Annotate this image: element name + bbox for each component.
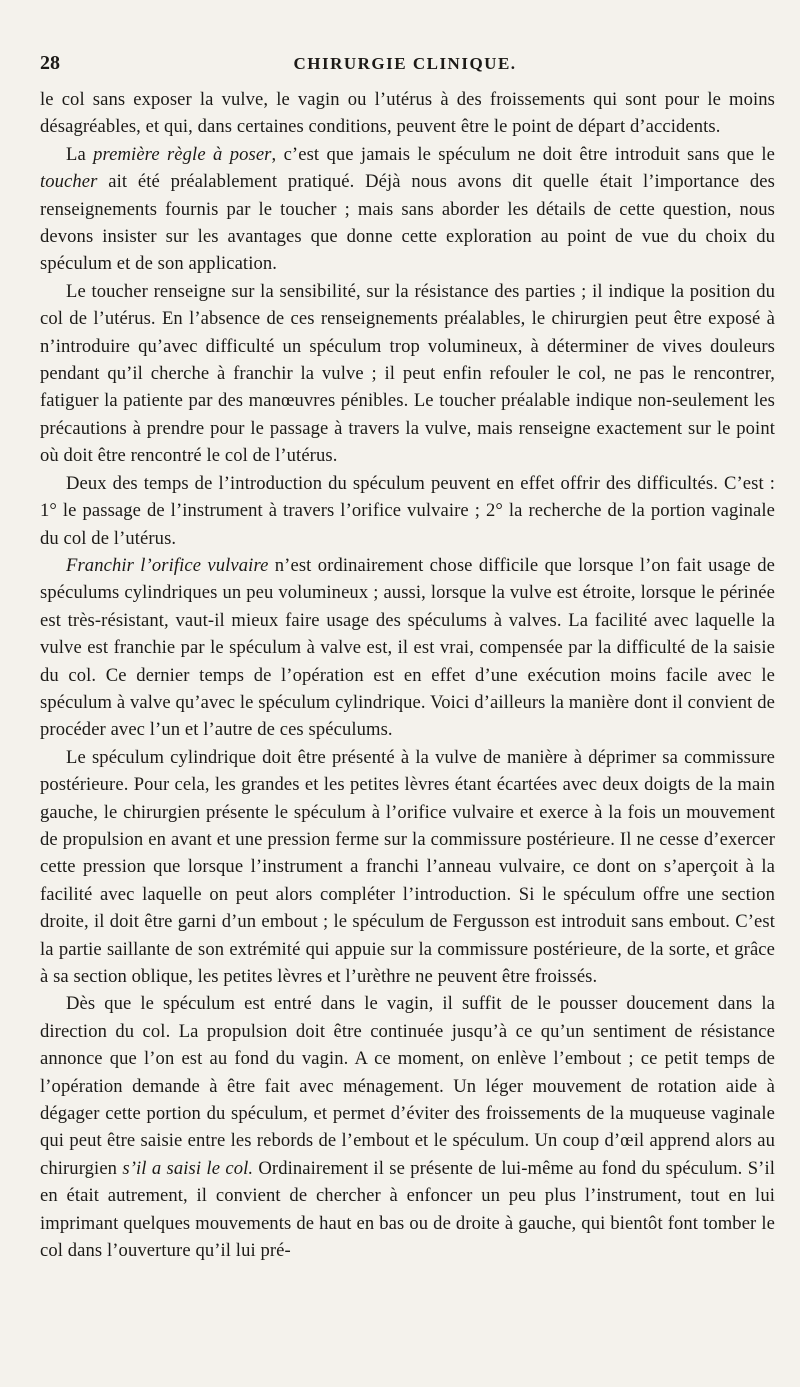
text-run: , c’est que jamais le spéculum ne doit être introduit sans que le — [271, 143, 775, 165]
italic-run: première règle à poser — [93, 143, 272, 165]
text-run: Le toucher renseigne sur la sensibilité, sur la résistance des parties ; il indique la position du col de l’utérus. En l’absence de ces renseignements préalables, le chirurgien peut être exposé à n’introduire qu’avec difficulté un spéculum trop volumineux, à déterminer de vives douleurs pendant qu’il cherche à franchir la vulve ; il peut enfin refouler le col, ne pas le rencontrer, fatiguer la patiente par des manœuvres pénibles. Le toucher préalable indique non-seulement les précautions à prendre pour le passage à travers la vulve, mais renseigne exactement sur le point où doit être rencontré le col de l’utérus. — [40, 280, 775, 467]
paragraph — [40, 470, 775, 552]
italic-run: s’il a saisi le col. — [122, 1157, 254, 1179]
italic-run: Franchir l’orifice vulvaire — [66, 554, 269, 576]
paragraph — [40, 278, 775, 470]
italic-run: toucher — [40, 171, 98, 193]
text-run: Le spéculum cylindrique doit être présenté à la vulve de manière à déprimer sa commissure postérieure. Pour cela, les grandes et les petites lèvres étant écartées avec deux doigts de la main gauche, le chirurgien présente le spéculum à l’orifice vulvaire et exerce à la fois un mouvement de propulsion en avant et une pression ferme sur la commissure postérieure. Il ne cesse d’exercer cette pression que lorsque l’instrument a franchi l’anneau vulvaire, ce dont on s’aperçoit à la facilité avec laquelle on peut alors compléter l’introduction. Si le spéculum offre une section droite, il doit être garni d’un embout ; le spéculum de Fergusson est introduit sans embout. C’est la partie saillante de son extrémité qui appuie sur la commissure postérieure, de la sorte, et grâce à sa section oblique, les petites lèvres et l’urèthre ne peuvent être froissés. — [40, 746, 775, 987]
paragraph — [40, 744, 775, 991]
paragraph — [40, 141, 775, 278]
body-text — [40, 86, 775, 1264]
text-run: La — [66, 143, 94, 165]
page-header — [40, 52, 770, 80]
text-run: n’est ordinairement chose difficile que lorsque l’on fait usage de spéculums cylindriques un peu volumineux ; aussi, lorsque la vulve est étroite, lorsque le périnée est très-résistant, vaut-il mieux faire usage des spéculums à valves. La facilité avec laquelle la vulve est franchie par le spéculum à valve est, il est vrai, compensée par la difficulté de la saisie du col. Ce dernier temps de l’opération est en effet d’une exécution moins facile avec le spéculum à valve qu’avec le spéculum cylindrique. Voici d’ailleurs la manière dont il convient de procéder avec l’un et l’autre de ces spéculums. — [40, 554, 775, 741]
text-run: ait été préalablement pratiqué. Déjà nous avons dit quelle était l’importance des renseignements fournis par le toucher ; mais sans aborder les détails de cette question, nous devons insister sur les avantages que donne cette exploration au point de vue du choix du spéculum et de son application. — [40, 171, 775, 275]
running-head: CHIRURGIE CLINIQUE. — [293, 54, 517, 73]
paragraph — [40, 552, 775, 744]
text-run: Deux des temps de l’introduction du spéculum peuvent en effet offrir des difficultés. C’est : 1° le passage de l’instrument à travers l’orifice vulvaire ; 2° la recherche de la portion vaginale du col de l’utérus. — [40, 472, 775, 549]
page-number: 28 — [40, 52, 60, 74]
paragraph — [40, 990, 775, 1264]
text-run: le col sans exposer la vulve, le vagin ou l’utérus à des froissements qui sont pour le moins désagréables, et qui, dans certaines conditions, peuvent être le point de départ d’accidents. — [40, 89, 775, 138]
text-run: Dès que le spéculum est entré dans le vagin, il suffit de le pousser doucement dans la direction du col. La propulsion doit être continuée jusqu’à ce qu’un sentiment de résistance annonce que l’on est au fond du vagin. A ce moment, on enlève l’embout ; ce petit temps de l’opération demande à être fait avec ménagement. Un léger mouvement de rotation aide à dégager cette portion du spéculum, et permet d’éviter des froissements de la muqueuse vaginale qui peut être saisie entre les rebords de l’embout et le spéculum. Un coup d’œil apprend alors au chirurgien — [40, 993, 775, 1179]
text-run: Ordinairement il se présente de lui-même au fond du spéculum. S’il en était autrement, il convient de chercher à enfoncer un peu plus l’instrument, tout en lui imprimant quelques mouvements de haut en bas ou de droite à gauche, qui bientôt font tomber le col dans l’ouverture qu’il lui pré- — [40, 1157, 775, 1262]
paragraph — [40, 86, 775, 141]
